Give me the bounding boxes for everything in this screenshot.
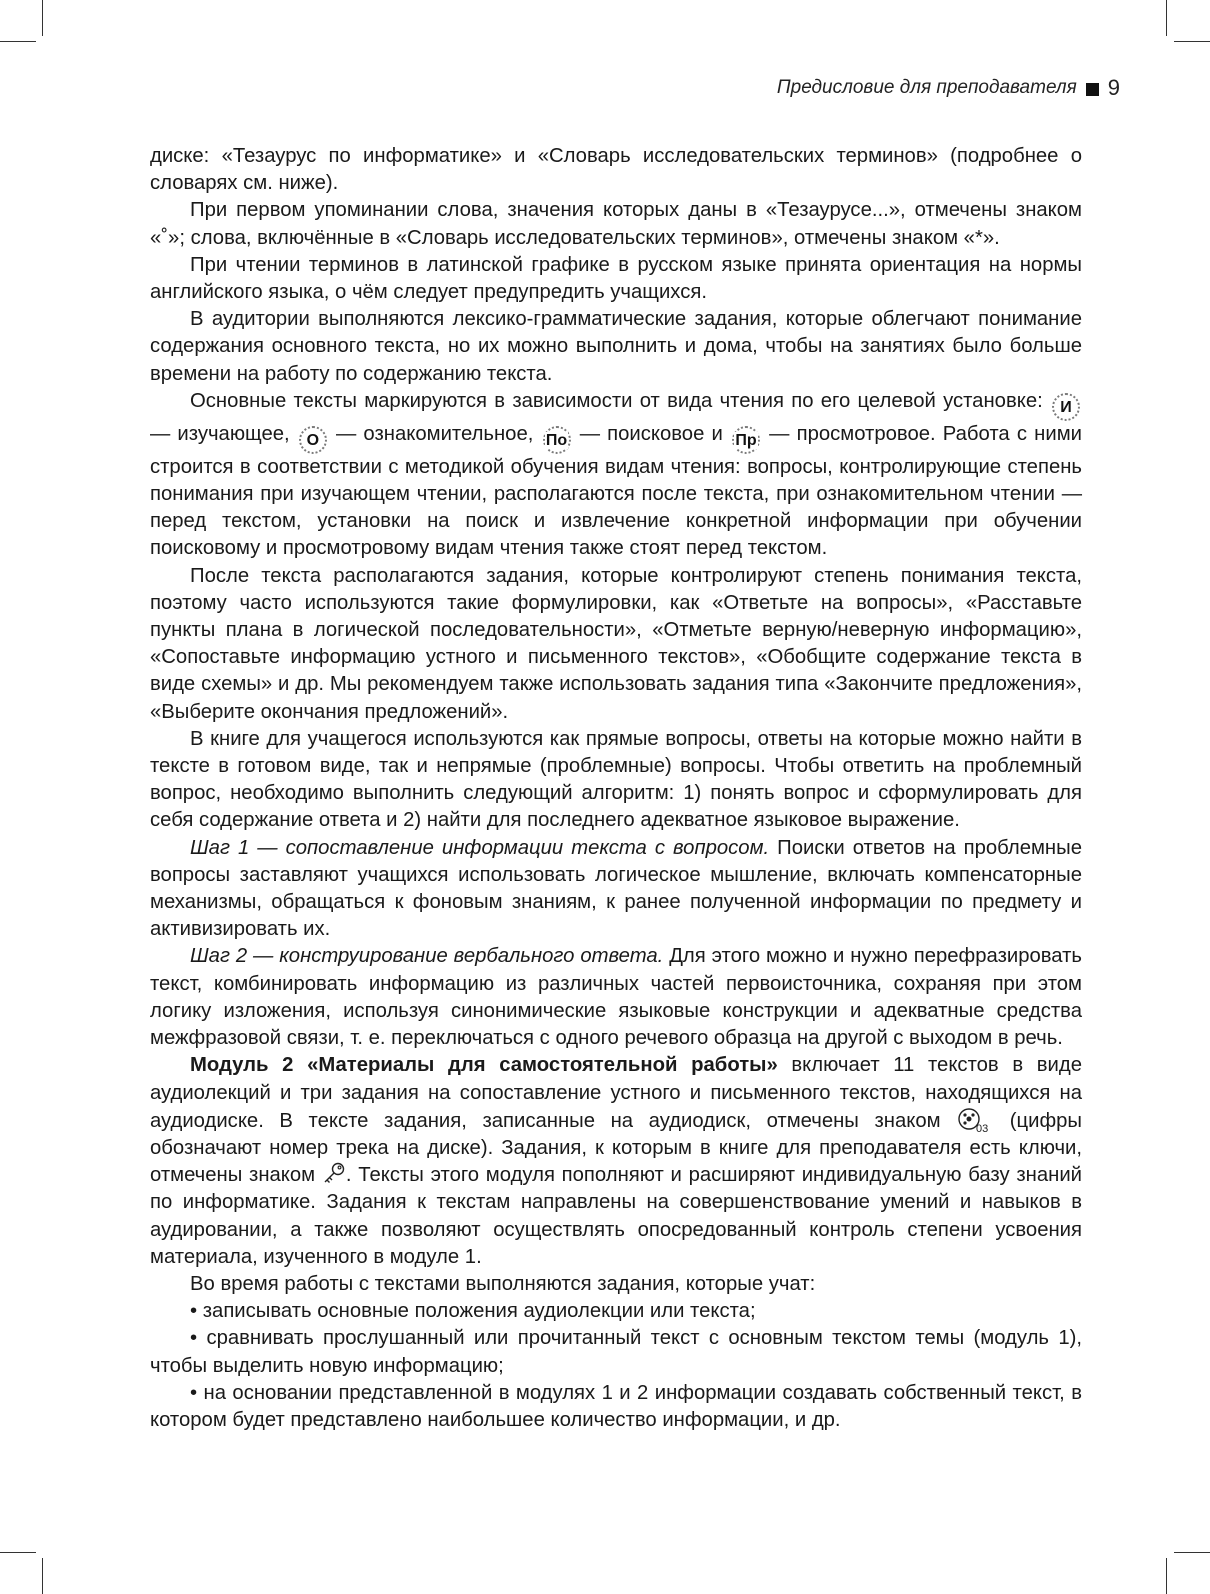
key-icon <box>322 1162 346 1184</box>
text-run: — ознакомительное, <box>336 422 534 445</box>
text-run: Основные тексты маркируются в зависимости от вида чтения по его целевой установке: <box>190 389 1043 412</box>
paragraph-reading-types <box>150 388 1082 563</box>
paragraph: В аудитории выполняются лексико-грамматические задания, которые облегчают понимание содержания основного текста, но их можно выполнить и дома, чтобы на занятиях было больше времени на работу по содержанию текста. <box>150 308 1082 385</box>
text-run: Для этого можно и нужно перефразировать текст, комбинировать информацию из различных частей первоисточника, сохраняя при этом логику изложения, используя синонимические языковые конструкции и адекватные средства межфразовой связи, т. е. переключаться с одного речевого образца на другой с выходом в речь. <box>150 945 1082 1050</box>
paragraph: Во время работы с текстами выполняются задания, которые учат: <box>190 1272 816 1295</box>
reading-mark-skim-icon: Пр <box>730 428 762 454</box>
text-run: включает 11 текстов в виде аудиолекций и три задания на сопоставление устного и письменного текстов, находящихся на аудиодиске. В тексте задания, записанные на аудиодиск, отмечены знаком <box>150 1054 1082 1132</box>
text-run: (цифры обозначают номер трека на диске). Задания, к которым в книге для преподавателя есть ключи, отмечены знаком <box>150 1109 1082 1187</box>
reading-mark-intro-icon: О <box>297 428 329 454</box>
paragraph-step-2 <box>150 943 1082 1052</box>
crop-mark <box>0 1552 36 1553</box>
step-heading: Шаг 2 — конструирование вербального ответа. <box>190 945 664 968</box>
running-head <box>777 75 1120 101</box>
paragraph: При первом упоминании слова, значения которых даны в «Тезаурусе...», отмечены знаком «˚»; слова, включённые в «Словарь исследовательских терминов», отмечены знаком «*». <box>150 199 1082 249</box>
disc-track-number: 03 <box>976 1122 989 1133</box>
crop-mark <box>1166 1558 1167 1594</box>
paragraph: В книге для учащегося используются как прямые вопросы, ответы на которые можно найти в тексте в готовом виде, так и непрямые (проблемные) вопросы. Чтобы ответить на проблемный вопрос, необходимо выполнить следующий алгоритм: 1) понять вопрос и сформулировать для себя содержание ответа и 2) найти для последнего адекватное языковое выражение. <box>150 727 1082 832</box>
page-number: 9 <box>1107 75 1120 100</box>
step-heading: Шаг 1 — сопоставление информации текста с вопросом. <box>190 836 770 859</box>
list-item: • сравнивать прослушанный или прочитанный текст с основным текстом темы (модуль 1), чтобы выделить новую информацию; <box>150 1327 1082 1377</box>
crop-mark <box>1166 0 1167 36</box>
audio-disc-icon <box>956 1107 994 1133</box>
paragraph-step-1 <box>150 835 1082 944</box>
paragraph: диске: «Тезаурус по информатике» и «Словарь исследовательских терминов» (подробнее о словарях см. ниже). <box>150 145 1082 195</box>
crop-mark <box>42 0 43 36</box>
body-text <box>150 143 1082 1434</box>
list-item: • записывать основные положения аудиолекции или текста; <box>190 1300 756 1323</box>
reading-mark-search-icon: По <box>541 428 573 454</box>
square-bullet-icon <box>1086 83 1099 96</box>
module-heading: Модуль 2 «Материалы для самостоятельной работы» <box>190 1054 778 1077</box>
text-run: . Тексты этого модуля пополняют и расширяют индивидуальную базу знаний по информатике. Задания к текстам направлены на совершенствование умений и навыков в аудировании, а также позволяют осуществлять опосредованный контроль степени усвоения материала, изученного в модуле 1. <box>150 1164 1082 1268</box>
crop-mark <box>1174 1552 1210 1553</box>
crop-mark <box>0 41 36 42</box>
text-run: Поиски ответов на проблемные вопросы заставляют учащихся использовать логическое мышление, включать компенсаторные механизмы, обращаться к фоновым знаниям, к ранее полученной информации по предмету и активизировать их. <box>150 836 1082 941</box>
text-run: — изучающее, <box>150 422 290 445</box>
reading-mark-study-icon: И <box>1050 395 1082 421</box>
list-item: • на основании представленной в модулях 1 и 2 информации создавать собственный текст, в котором будет представлено наибольшее количество информации, и др. <box>150 1381 1082 1431</box>
paragraph: При чтении терминов в латинской графике в русском языке принята ориентация на нормы английского языка, о чём следует предупредить учащихся. <box>150 253 1082 304</box>
paragraph: После текста располагаются задания, которые контролируют степень понимания текста, поэтому часто используются такие формулировки, как «Ответьте на вопросы», «Расставьте пункты плана в логической последовательности», «Отметьте верную/неверную информацию», «Сопоставьте информацию устного и письменного текстов», «Обобщите содержание текста в виде схемы» и др. Мы рекомендуем также использовать задания типа «Закончите предложения», «Выберите окончания предложений». <box>150 564 1082 723</box>
crop-mark <box>42 1558 43 1594</box>
text-run: — поисковое и <box>579 422 723 445</box>
paragraph-module-2 <box>150 1052 1082 1271</box>
text-run: — просмотровое. Работа с ними строится в соответствии с методикой обучения видам чтения: вопросы, контролирующие степень понимания при изучающем чтении, располагаются после текста, при ознакомительном чтении — перед текстом, установки на поиск и извлечение конкретной информации при обучении поисковому и просмотровому видам чтения также стоят перед текстом. <box>150 422 1082 560</box>
running-head-title: Предисловие для преподавателя <box>776 77 1077 98</box>
crop-mark <box>1174 41 1210 42</box>
